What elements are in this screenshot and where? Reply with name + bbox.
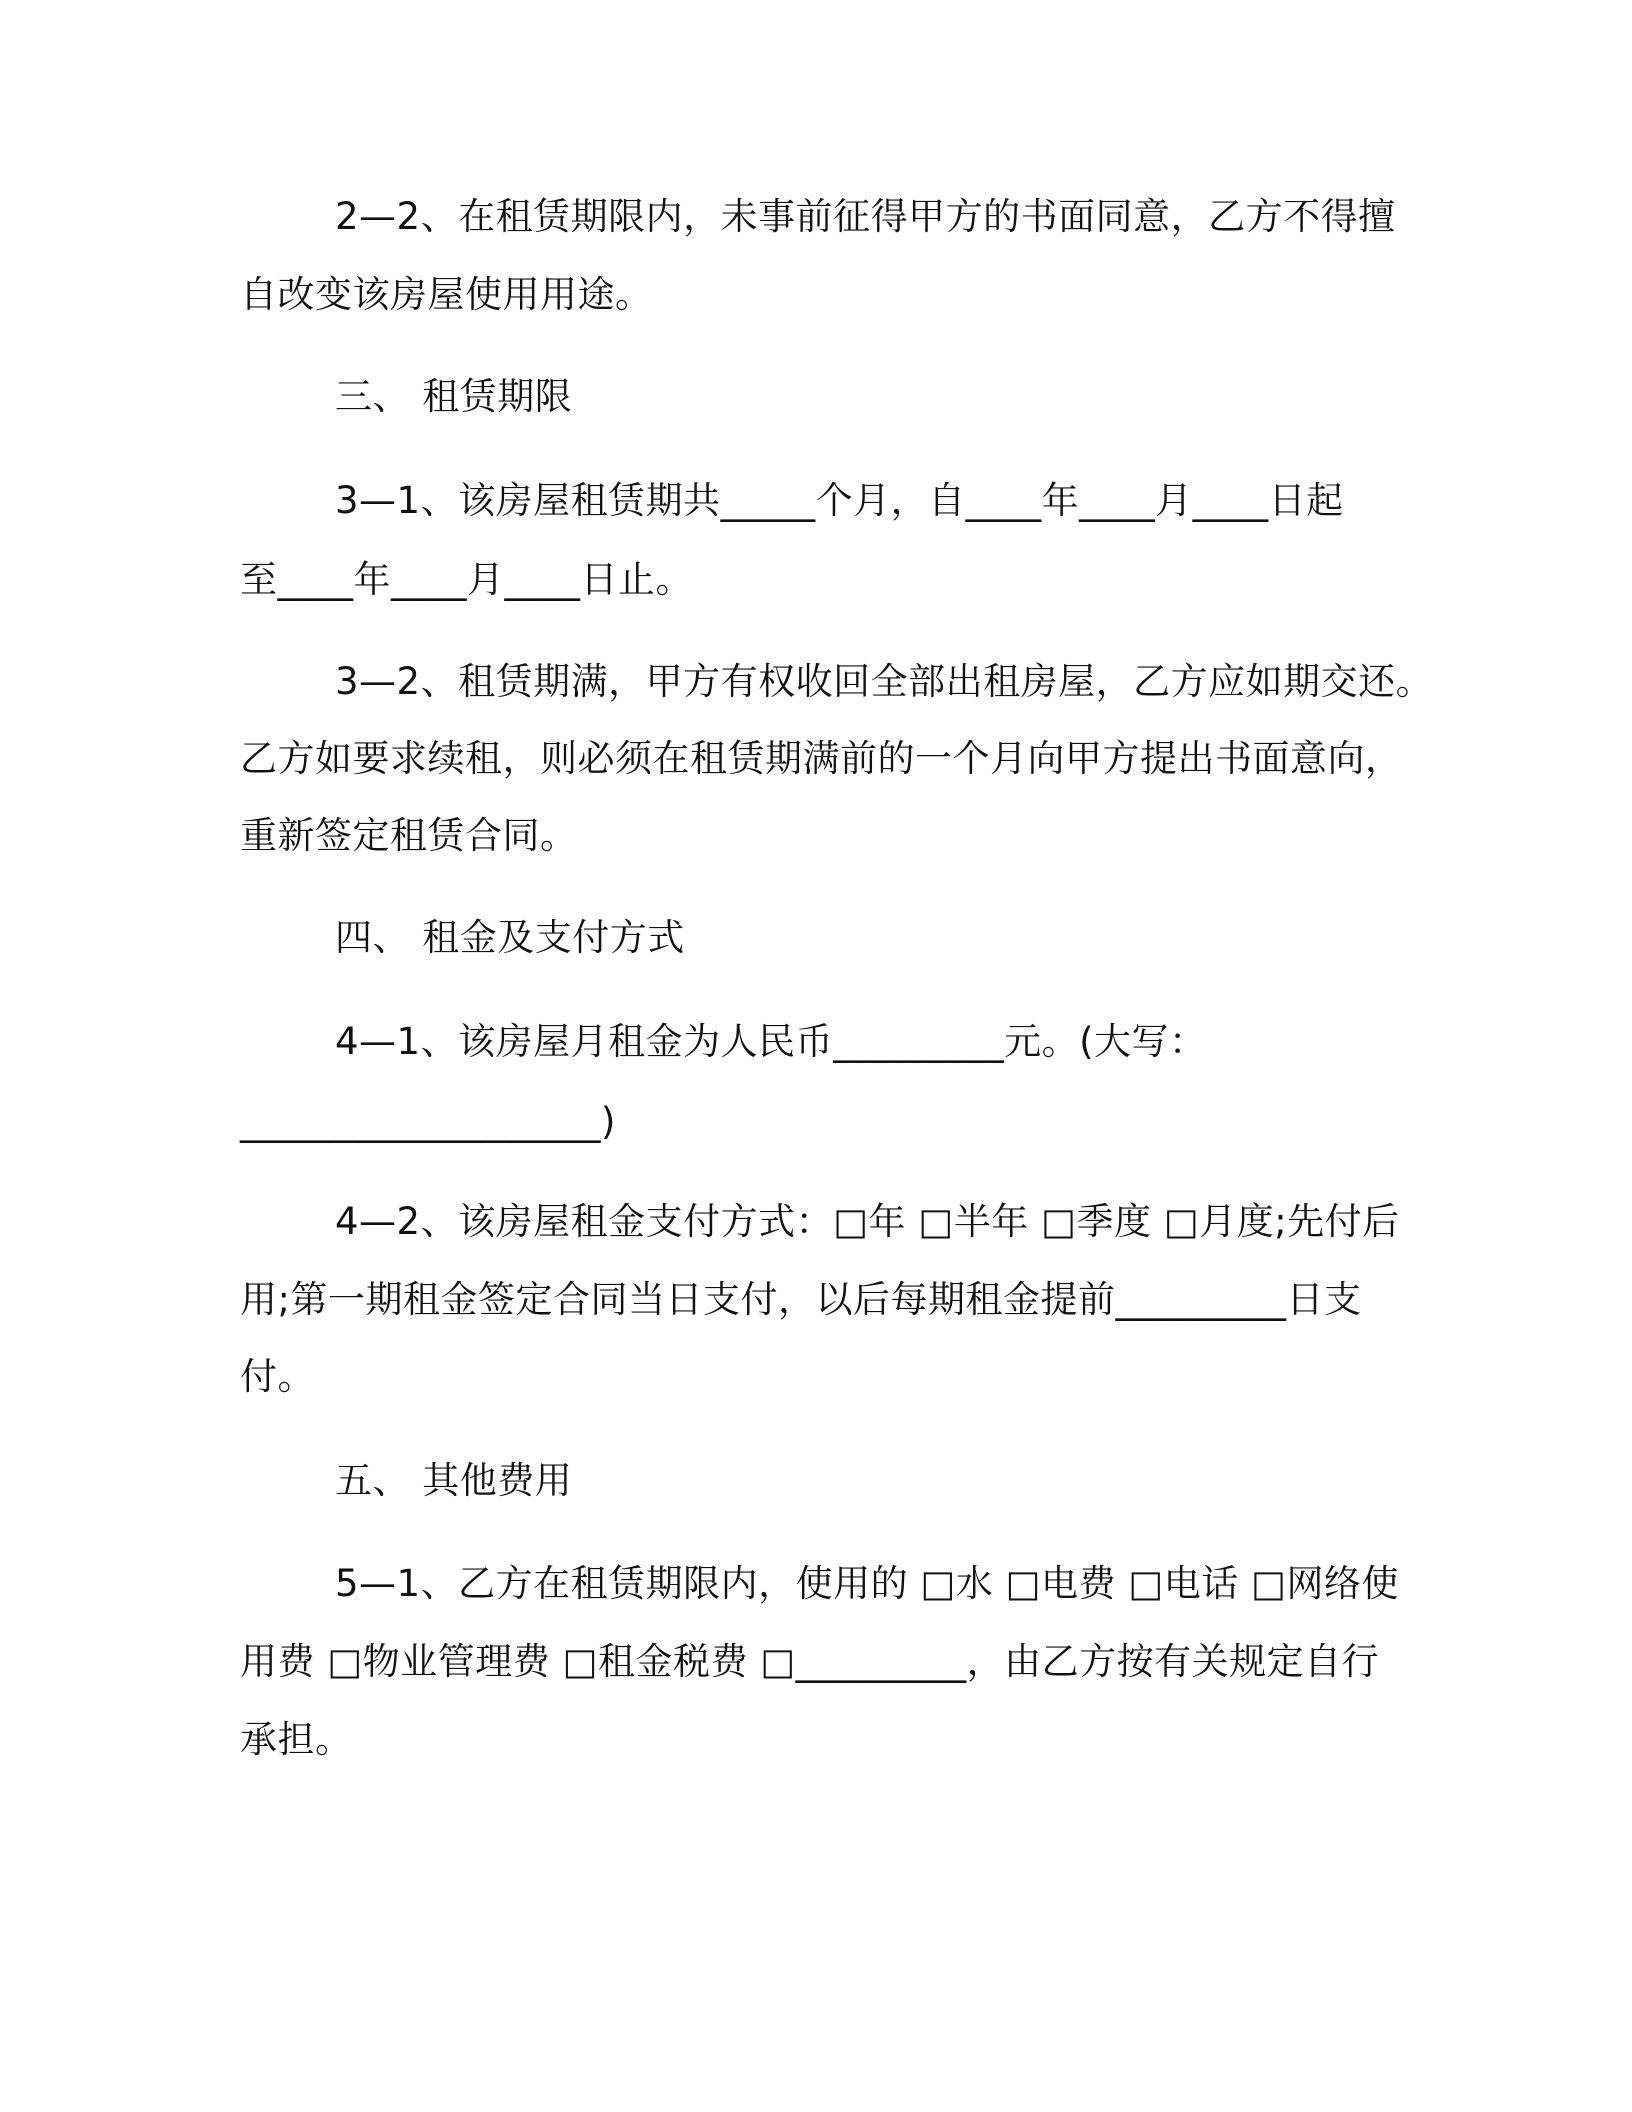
clause-3-2-line-3: 重新签定租赁合同。: [240, 814, 578, 857]
section-5-heading: 五、 其他费用: [335, 1459, 573, 1502]
clause-2-2-line-2: 自改变该房屋使用用途。: [240, 273, 653, 316]
section-3-heading: 三、 租赁期限: [335, 375, 573, 418]
clause-4-2-line-3: 付。: [240, 1355, 315, 1398]
clause-4-1-line-2: ___________________): [240, 1100, 616, 1143]
clause-5-1-line-3: 承担。: [240, 1718, 353, 1761]
clause-3-1-line-1: 3—1、该房屋租赁期共_____个月，自____年____月____日起: [335, 479, 1344, 522]
clause-3-2-line-1: 3—2、租赁期满，甲方有权收回全部出租房屋，乙方应如期交还。: [335, 660, 1434, 703]
clause-4-1-line-1: 4—1、该房屋月租金为人民币_________元。(大写：: [335, 1020, 1207, 1063]
clause-5-1-line-1: 5—1、乙方在租赁期限内，使用的 □水 □电费 □电话 □网络使: [335, 1562, 1399, 1605]
clause-4-2-line-2: 用;第一期租金签定合同当日支付，以后每期租金提前_________日支: [240, 1278, 1362, 1321]
clause-2-2-line-1: 2—2、在租赁期限内，未事前征得甲方的书面同意，乙方不得擅: [335, 195, 1396, 238]
clause-3-2-line-2: 乙方如要求续租，则必须在租赁期满前的一个月向甲方提出书面意向，: [240, 737, 1403, 780]
section-4-heading: 四、 租金及支付方式: [335, 916, 685, 959]
clause-3-1-line-2: 至____年____月____日止。: [240, 558, 693, 601]
clause-4-2-line-1: 4—2、该房屋租金支付方式：□年 □半年 □季度 □月度;先付后: [335, 1200, 1400, 1243]
clause-5-1-line-2: 用费 □物业管理费 □租金税费 □_________，由乙方按有关规定自行: [240, 1640, 1380, 1683]
